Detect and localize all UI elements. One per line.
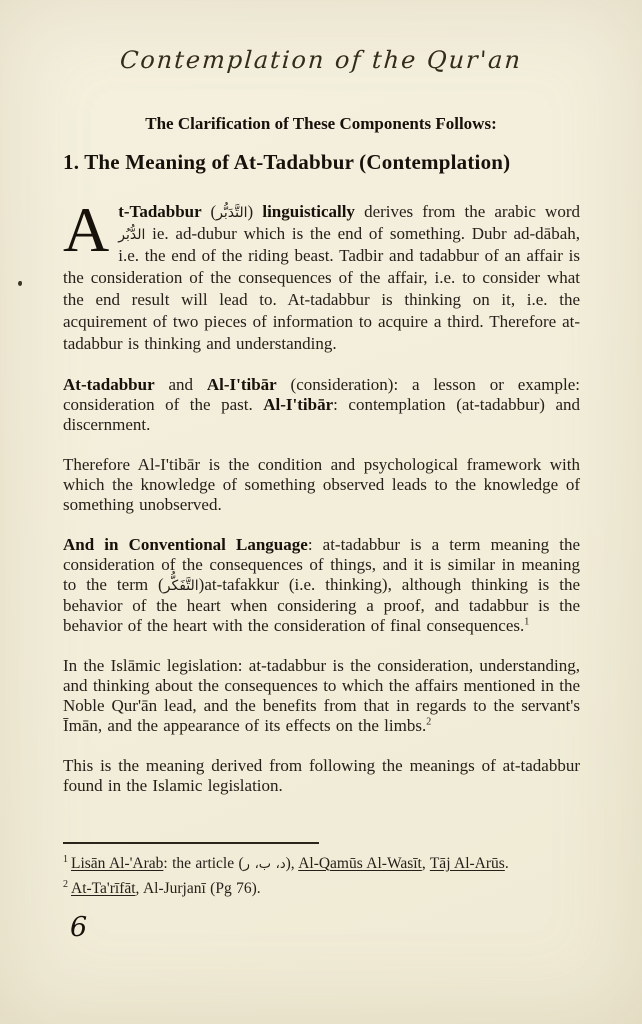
running-header: Contemplation of the Qur'an	[119, 46, 523, 74]
paragraph-islamic-legislation: In the Islāmic legislation: at-tadabbur is the consideration, understanding, and thinking about the consequences to which the affairs mentioned in the Noble Qur'ān lead, and the benefits from that in regards to the servant's Īmān, and the appearance of its effects on the limbs.$^2$	[63, 656, 580, 735]
footnote-1: $^1$ Lisān Al-'Arab: the article (د، ب، ر), Al-Qamūs Al-Wasīt, Tāj Al-Arūs.	[63, 853, 509, 872]
footnote-divider	[63, 842, 319, 844]
body-text	[63, 194, 580, 816]
paragraph-therefore: Therefore Al-I'tibār is the condition and psychological framework with which the knowledge of something observed leads to the knowledge of something unobserved.	[63, 455, 580, 514]
ink-speck	[18, 281, 22, 286]
footnote-2: $^2$ At-Ta'rīfāt, Al-Jurjanī (Pg 76).	[63, 878, 261, 897]
paragraph-opening-text: t-Tadabbur (التَّدَبُّر) linguistically derives from the arabic word الدُّبُر ie. ad-dubur which is the end of something. Dubr ad-dābah, i.e. the end of the riding beast. Tadbir and tadabbur of an affair is the consideration of the consequences of the affair, i.e. to consider what the end result will lead to. At-tadabbur is thinking on it, i.e. the acquirement of two pieces of information to acquire a third. Therefore at-tadabbur is thinking and understanding.	[63, 202, 580, 353]
drop-cap: A	[63, 194, 110, 265]
paragraph-closing: This is the meaning derived from following the meanings of at-tadabbur found in the Islamic legislation.	[63, 756, 580, 795]
section-subtitle: The Clarification of These Components Follows:	[145, 114, 497, 133]
section-heading: 1. The Meaning of At-Tadabbur (Contemplation)	[63, 150, 511, 174]
paragraph-conventional-language: And in Conventional Language: at-tadabbur is a term meaning the consideration of the consequences of things, and it is similar in meaning to the term (التَّفَكُّر)at-tafakkur (i.e. thinking), although thinking is the behavior of the heart when considering a proof, and tadabbur is the behavior of the heart with the consideration of final consequences.$^1$	[63, 535, 580, 635]
footnotes	[63, 851, 580, 901]
page-number: 6	[70, 912, 88, 943]
paragraph-itibar: At-tadabbur and Al-I'tibār (consideration): a lesson or example: consideration of the past. Al-I'tibār: contemplation (at-tadabbur) and discernment.	[63, 375, 580, 434]
paragraph-opening	[63, 194, 580, 355]
